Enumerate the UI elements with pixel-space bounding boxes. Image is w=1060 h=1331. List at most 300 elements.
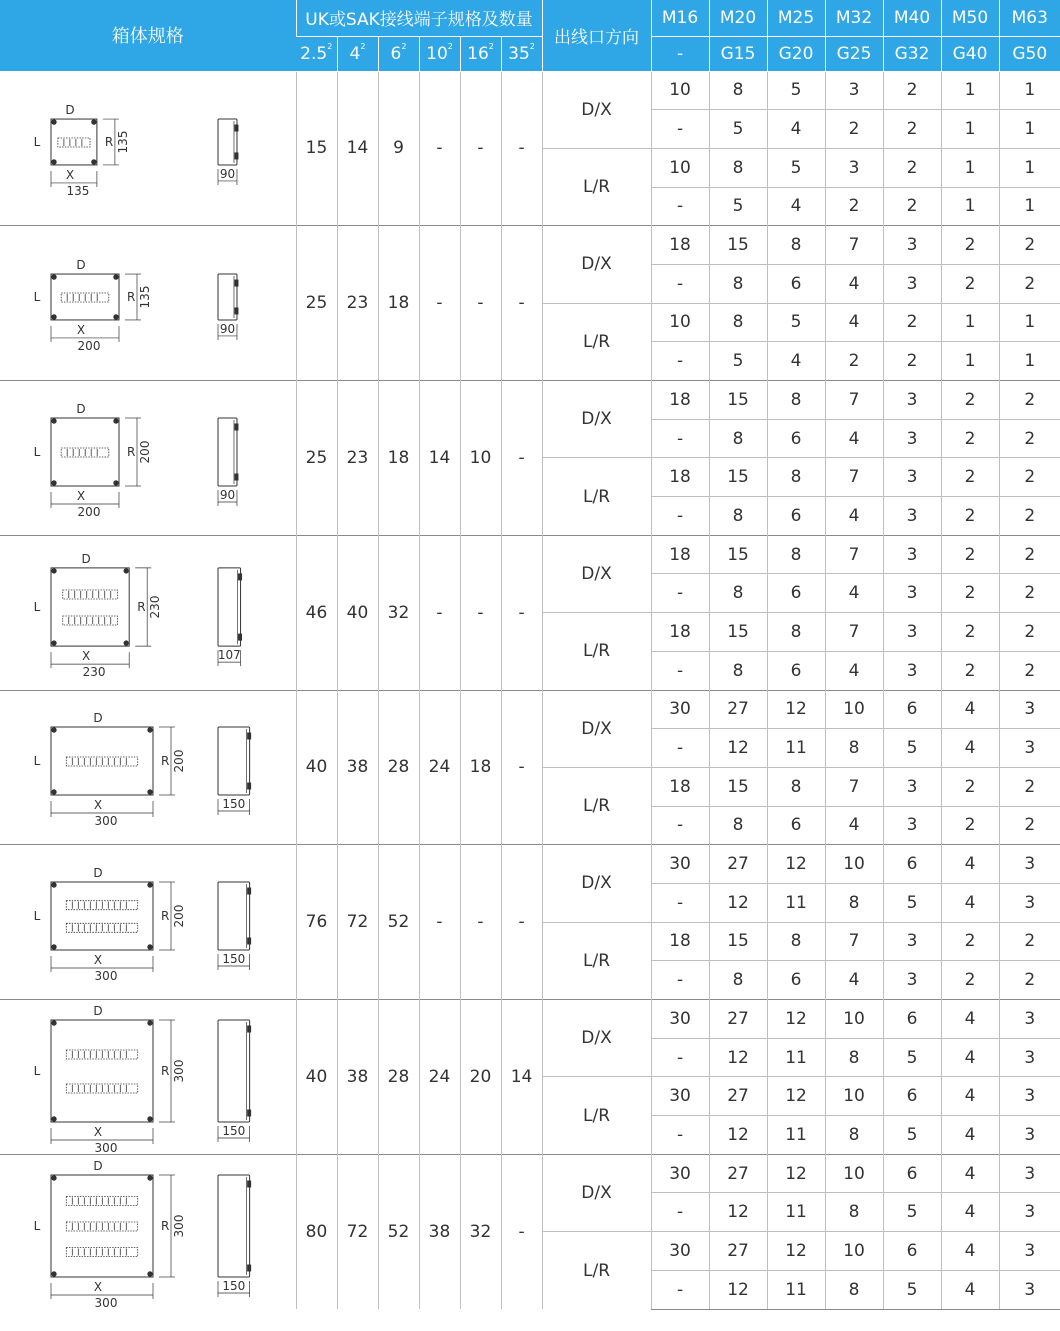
enclosure-drawing (3, 383, 293, 533)
entry-count-cell: 2 (941, 419, 999, 458)
terminal-rail (58, 138, 90, 147)
side-view-outline (218, 727, 250, 795)
terminal-count-cell: 38 (419, 1154, 460, 1309)
entry-count-cell: 3 (883, 458, 941, 497)
entry-count-cell: 27 (709, 1154, 767, 1193)
entry-count-cell: - (651, 264, 709, 303)
terminal-count-cell: 52 (378, 845, 419, 1000)
entry-count-cell: - (651, 1038, 709, 1077)
thread-g-header: - (651, 36, 709, 71)
entry-count-cell: 8 (767, 922, 825, 961)
thread-g-header: G32 (883, 36, 941, 71)
label-d: D (76, 258, 86, 273)
side-view (218, 274, 238, 320)
entry-count-cell: 2 (999, 961, 1060, 1000)
entry-count-cell: - (651, 1270, 709, 1309)
height-value: 200 (137, 440, 152, 464)
entry-count-cell: 4 (941, 845, 999, 884)
entry-count-cell: 1 (941, 71, 999, 110)
entry-count-cell: 8 (825, 1193, 883, 1232)
terminal-count-cell: 14 (337, 71, 378, 226)
terminal-count-cell: 40 (296, 690, 337, 845)
entry-count-cell: 8 (767, 226, 825, 265)
entry-count-cell: 12 (709, 1270, 767, 1309)
hinge-icon (247, 733, 250, 739)
enclosure-drawing-cell (0, 690, 296, 845)
table-row (0, 1000, 1060, 1039)
entry-count-cell: 2 (999, 535, 1060, 574)
hinge-icon (235, 474, 238, 480)
entry-count-cell: 6 (883, 1232, 941, 1271)
entry-count-cell: 30 (651, 690, 709, 729)
label-r: R (160, 909, 170, 924)
entry-count-cell: 8 (825, 1270, 883, 1309)
width-value: 200 (77, 339, 101, 354)
screw-icon (148, 945, 152, 949)
label-l: L (33, 444, 41, 459)
entry-count-cell: 2 (999, 574, 1060, 613)
entry-count-cell: - (651, 187, 709, 226)
entry-count-cell: 5 (709, 110, 767, 149)
entry-count-cell: 2 (883, 71, 941, 110)
entry-count-cell: 10 (825, 1077, 883, 1116)
entry-count-cell: 10 (651, 148, 709, 187)
dimension-lines (51, 1175, 175, 1299)
enclosure-drawing (3, 228, 293, 378)
label-l: L (33, 1063, 41, 1078)
hinge-icon (235, 424, 238, 430)
entry-count-cell: 3 (883, 651, 941, 690)
label-l: L (33, 135, 41, 150)
entry-count-cell: 10 (825, 1232, 883, 1271)
thread-g-header: G15 (709, 36, 767, 71)
width-value: 300 (94, 1295, 118, 1307)
width-value: 300 (94, 969, 118, 984)
terminal-rail (66, 1247, 137, 1256)
screw-icon (148, 1117, 152, 1121)
entry-count-cell: 15 (709, 613, 767, 652)
entry-count-cell: 5 (767, 148, 825, 187)
dimension-lines (51, 727, 175, 817)
entry-count-cell: 3 (883, 613, 941, 652)
terminal-rail (61, 448, 109, 457)
entry-count-cell: 3 (825, 148, 883, 187)
entry-count-cell: 4 (941, 1000, 999, 1039)
entry-count-cell: 12 (767, 1000, 825, 1039)
terminal-count-cell: 40 (296, 1000, 337, 1155)
terminal-rail (61, 293, 109, 302)
entry-count-cell: 6 (767, 264, 825, 303)
entry-count-cell: 15 (709, 535, 767, 574)
table-row (0, 226, 1060, 265)
terminal-count-cell: 52 (378, 1154, 419, 1309)
entry-count-cell: 4 (941, 690, 999, 729)
screw-icon (52, 1176, 56, 1180)
entry-count-cell: 1 (941, 187, 999, 226)
depth-value: 150 (222, 797, 246, 812)
height-value: 135 (137, 285, 152, 309)
direction-cell: D/X (542, 1154, 651, 1231)
entry-count-cell: 27 (709, 1000, 767, 1039)
dimension-labels (33, 711, 185, 828)
dimension-labels (33, 1004, 185, 1152)
screw-icon (91, 120, 95, 124)
screw-icon (124, 568, 128, 572)
entry-count-cell: 3 (999, 1193, 1060, 1232)
entry-count-cell: 3 (883, 226, 941, 265)
entry-count-cell: 7 (825, 767, 883, 806)
entry-count-cell: 1 (999, 187, 1060, 226)
label-d: D (93, 711, 103, 726)
entry-count-cell: 2 (941, 922, 999, 961)
terminal-count-cell: 25 (296, 226, 337, 381)
entry-count-cell: 3 (999, 1000, 1060, 1039)
entry-count-cell: 3 (999, 1116, 1060, 1155)
entry-count-cell: - (651, 651, 709, 690)
entry-count-cell: 18 (651, 613, 709, 652)
entry-count-cell: 2 (941, 613, 999, 652)
entry-count-cell: 7 (825, 226, 883, 265)
screw-icon (148, 1021, 152, 1025)
direction-cell: L/R (542, 613, 651, 690)
screw-icon (114, 481, 118, 485)
entry-count-cell: 11 (767, 1193, 825, 1232)
terminal-rail (66, 1050, 137, 1059)
terminal-count-cell: - (460, 845, 501, 1000)
terminal-count-cell: 28 (378, 1000, 419, 1155)
hinge-icon (238, 574, 241, 580)
entry-count-cell: 2 (941, 535, 999, 574)
entry-count-cell: 4 (825, 574, 883, 613)
entry-count-cell: 2 (999, 458, 1060, 497)
entry-count-cell: 7 (825, 535, 883, 574)
dimension-lines (51, 418, 141, 508)
entry-count-cell: 27 (709, 845, 767, 884)
direction-cell: L/R (542, 303, 651, 380)
side-view (218, 1175, 251, 1277)
terminal-count-cell: 80 (296, 1154, 337, 1309)
entry-count-cell: - (651, 574, 709, 613)
entry-count-cell: 2 (883, 342, 941, 381)
thread-m-header: M20 (709, 0, 767, 36)
terminal-count-cell: - (501, 381, 542, 536)
height-value: 200 (171, 749, 186, 773)
entry-count-cell: 4 (941, 729, 999, 768)
table-row (0, 535, 1060, 574)
terminal-rail (66, 1084, 137, 1093)
entry-count-cell: 30 (651, 845, 709, 884)
hinge-icon (247, 888, 250, 894)
entry-count-cell: 8 (825, 883, 883, 922)
entry-count-cell: 2 (999, 497, 1060, 536)
entry-count-cell: 2 (999, 806, 1060, 845)
entry-count-cell: 2 (883, 148, 941, 187)
terminal-rail-outline (62, 616, 117, 625)
hinge-icon (247, 783, 250, 789)
entry-count-cell: 30 (651, 1077, 709, 1116)
front-view (51, 1175, 153, 1277)
entry-count-cell: 18 (651, 767, 709, 806)
entry-count-cell: 7 (825, 381, 883, 420)
entry-count-cell: 12 (709, 729, 767, 768)
entry-count-cell: 8 (709, 264, 767, 303)
label-d: D (65, 103, 75, 118)
entry-count-cell: 5 (883, 1193, 941, 1232)
label-l: L (33, 599, 41, 614)
entry-count-cell: 8 (709, 497, 767, 536)
terminal-rail-outline (62, 590, 117, 599)
terminal-count-cell: 76 (296, 845, 337, 1000)
entry-count-cell: 15 (709, 226, 767, 265)
entry-count-cell: 3 (883, 806, 941, 845)
thread-g-header: G40 (941, 36, 999, 71)
depth-value: 90 (219, 487, 235, 502)
direction-cell: L/R (542, 767, 651, 844)
enclosure-drawing-cell (0, 1154, 296, 1309)
entry-count-cell: 2 (999, 264, 1060, 303)
entry-count-cell: 8 (709, 303, 767, 342)
hinge-icon (247, 1026, 250, 1032)
entry-count-cell: 11 (767, 1038, 825, 1077)
terminal-count-cell: - (419, 71, 460, 226)
entry-count-cell: 12 (767, 690, 825, 729)
terminal-count-cell: - (501, 226, 542, 381)
terminal-size-header: $4^2$ (337, 36, 378, 71)
entry-count-cell: 10 (825, 1154, 883, 1193)
enclosure-drawing-cell (0, 226, 296, 381)
thread-m-header: M63 (999, 0, 1060, 36)
entry-count-cell: 2 (941, 651, 999, 690)
entry-count-cell: 6 (767, 651, 825, 690)
terminal-count-cell: - (501, 690, 542, 845)
label-r: R (126, 290, 136, 305)
entry-count-cell: 5 (883, 1270, 941, 1309)
entry-count-cell: - (651, 883, 709, 922)
enclosure-drawing-cell (0, 845, 296, 1000)
entry-count-cell: 1 (941, 148, 999, 187)
screw-icon (52, 275, 56, 279)
side-view-outline (218, 568, 241, 646)
entry-count-cell: 1 (941, 303, 999, 342)
label-l: L (33, 754, 41, 769)
entry-count-cell: 5 (709, 187, 767, 226)
terminal-rail-outline (58, 138, 90, 147)
depth-value: 107 (217, 647, 241, 662)
entry-count-cell: 15 (709, 458, 767, 497)
label-d: D (93, 1158, 103, 1173)
entry-count-cell: 27 (709, 1077, 767, 1116)
direction-cell: L/R (542, 1232, 651, 1309)
label-r: R (136, 599, 146, 614)
hinge-icon (247, 1181, 250, 1187)
entry-count-cell: - (651, 110, 709, 149)
width-value: 300 (94, 814, 118, 829)
entry-count-cell: 4 (825, 264, 883, 303)
entry-count-cell: 15 (709, 922, 767, 961)
entry-count-cell: 3 (883, 264, 941, 303)
entry-count-cell: 11 (767, 1270, 825, 1309)
entry-count-cell: 4 (941, 883, 999, 922)
entry-count-cell: 6 (883, 690, 941, 729)
table-body (0, 71, 1060, 1309)
terminal-count-cell: 24 (419, 690, 460, 845)
entry-count-cell: 30 (651, 1232, 709, 1271)
entry-count-cell: 3 (999, 1270, 1060, 1309)
terminal-count-cell: 25 (296, 381, 337, 536)
entry-count-cell: 12 (767, 1232, 825, 1271)
screw-icon (52, 883, 56, 887)
dimension-lines (51, 882, 175, 972)
terminal-size-header: $6^2$ (378, 36, 419, 71)
height-value: 300 (171, 1059, 186, 1083)
entry-count-cell: 2 (883, 110, 941, 149)
height-value: 300 (171, 1214, 186, 1238)
hinge-icon (235, 280, 238, 286)
terminal-count-cell: 18 (378, 226, 419, 381)
entry-count-cell: 2 (999, 381, 1060, 420)
entry-count-cell: 3 (999, 1077, 1060, 1116)
entry-count-cell: 3 (883, 497, 941, 536)
entry-count-cell: 8 (709, 148, 767, 187)
entry-count-cell: 10 (651, 303, 709, 342)
terminal-count-cell: - (419, 535, 460, 690)
screw-icon (52, 419, 56, 423)
entry-count-cell: 27 (709, 1232, 767, 1271)
entry-count-cell: 5 (883, 883, 941, 922)
depth-value: 150 (222, 1123, 246, 1138)
direction-cell: D/X (542, 381, 651, 458)
entry-count-cell: 11 (767, 1116, 825, 1155)
width-value: 300 (94, 1140, 118, 1152)
entry-count-cell: 12 (709, 1038, 767, 1077)
depth-value: 150 (222, 1278, 246, 1293)
terminal-count-cell: 10 (460, 381, 501, 536)
entry-count-cell: 8 (767, 613, 825, 652)
thread-m-header: M25 (767, 0, 825, 36)
entry-count-cell: 8 (767, 381, 825, 420)
entry-count-cell: 2 (999, 767, 1060, 806)
entry-count-cell: 2 (883, 303, 941, 342)
entry-count-cell: 1 (999, 110, 1060, 149)
entry-count-cell: 4 (941, 1232, 999, 1271)
terminal-count-cell: 46 (296, 535, 337, 690)
terminal-count-cell: 23 (337, 226, 378, 381)
entry-count-cell: 8 (825, 1116, 883, 1155)
entry-count-cell: 5 (709, 342, 767, 381)
entry-count-cell: 4 (941, 1116, 999, 1155)
entry-count-cell: 2 (941, 264, 999, 303)
screw-icon (52, 945, 56, 949)
front-view (51, 1020, 153, 1122)
direction-cell: D/X (542, 71, 651, 148)
entry-count-cell: 11 (767, 883, 825, 922)
terminal-count-cell: - (501, 845, 542, 1000)
entry-count-cell: 8 (709, 651, 767, 690)
entry-count-cell: 1 (999, 342, 1060, 381)
terminal-count-cell: 72 (337, 1154, 378, 1309)
front-view (51, 119, 97, 165)
entry-count-cell: 1 (941, 342, 999, 381)
entry-count-cell: 4 (825, 303, 883, 342)
label-r: R (104, 135, 113, 150)
entry-count-cell: 1 (941, 110, 999, 149)
entry-count-cell: 3 (883, 381, 941, 420)
entry-count-cell: 18 (651, 381, 709, 420)
entry-count-cell: 4 (941, 1270, 999, 1309)
entry-count-cell: 3 (883, 574, 941, 613)
terminal-count-cell: 14 (501, 1000, 542, 1155)
front-view (51, 418, 119, 486)
entry-count-cell: 4 (941, 1193, 999, 1232)
entry-count-cell: 8 (825, 729, 883, 768)
terminal-count-cell: - (501, 1154, 542, 1309)
direction-cell: L/R (542, 458, 651, 535)
entry-count-cell: 5 (767, 71, 825, 110)
direction-cell: D/X (542, 226, 651, 303)
terminal-size-header: $10^2$ (419, 36, 460, 71)
enclosure-drawing-cell (0, 381, 296, 536)
terminal-count-cell: - (419, 226, 460, 381)
table-header (0, 0, 1060, 71)
entry-count-cell: 12 (767, 1154, 825, 1193)
label-d: D (76, 401, 86, 416)
entry-count-cell: 6 (883, 1154, 941, 1193)
entry-count-cell: 1 (999, 148, 1060, 187)
depth-value: 150 (222, 952, 246, 967)
entry-count-cell: - (651, 1116, 709, 1155)
front-view (51, 882, 153, 950)
terminal-count-cell: 14 (419, 381, 460, 536)
entry-count-cell: 6 (767, 497, 825, 536)
height-value: 135 (115, 130, 130, 154)
screw-icon (114, 419, 118, 423)
label-x: X (93, 953, 102, 968)
terminal-rail (62, 590, 117, 599)
dimension-lines (51, 568, 151, 668)
screw-icon (52, 1021, 56, 1025)
hinge-icon (247, 938, 250, 944)
dimension-labels (33, 866, 185, 983)
entry-count-cell: 6 (883, 1077, 941, 1116)
terminal-count-cell: - (501, 535, 542, 690)
entry-count-cell: 6 (767, 961, 825, 1000)
screw-icon (52, 160, 56, 164)
entry-count-cell: 3 (999, 1232, 1060, 1271)
width-value: 135 (66, 184, 90, 199)
enclosure-drawing-cell (0, 71, 296, 226)
label-d: D (81, 551, 91, 566)
entry-count-cell: 2 (941, 574, 999, 613)
entry-count-cell: 1 (999, 303, 1060, 342)
screw-icon (52, 120, 56, 124)
entry-count-cell: 18 (651, 922, 709, 961)
terminal-rail (66, 1222, 137, 1231)
entry-count-cell: 2 (999, 651, 1060, 690)
terminal-count-cell: - (460, 71, 501, 226)
entry-count-cell: 2 (883, 187, 941, 226)
entry-count-cell: 2 (941, 381, 999, 420)
terminal-count-cell: 15 (296, 71, 337, 226)
entry-count-cell: 4 (825, 497, 883, 536)
table-row (0, 690, 1060, 729)
entry-count-cell: 18 (651, 458, 709, 497)
entry-count-cell: 3 (999, 1154, 1060, 1193)
entry-count-cell: 2 (941, 767, 999, 806)
entry-count-cell: 18 (651, 535, 709, 574)
box-spec-header: 箱体规格 (0, 0, 296, 71)
thread-m-header: M16 (651, 0, 709, 36)
entry-count-cell: 3 (825, 71, 883, 110)
